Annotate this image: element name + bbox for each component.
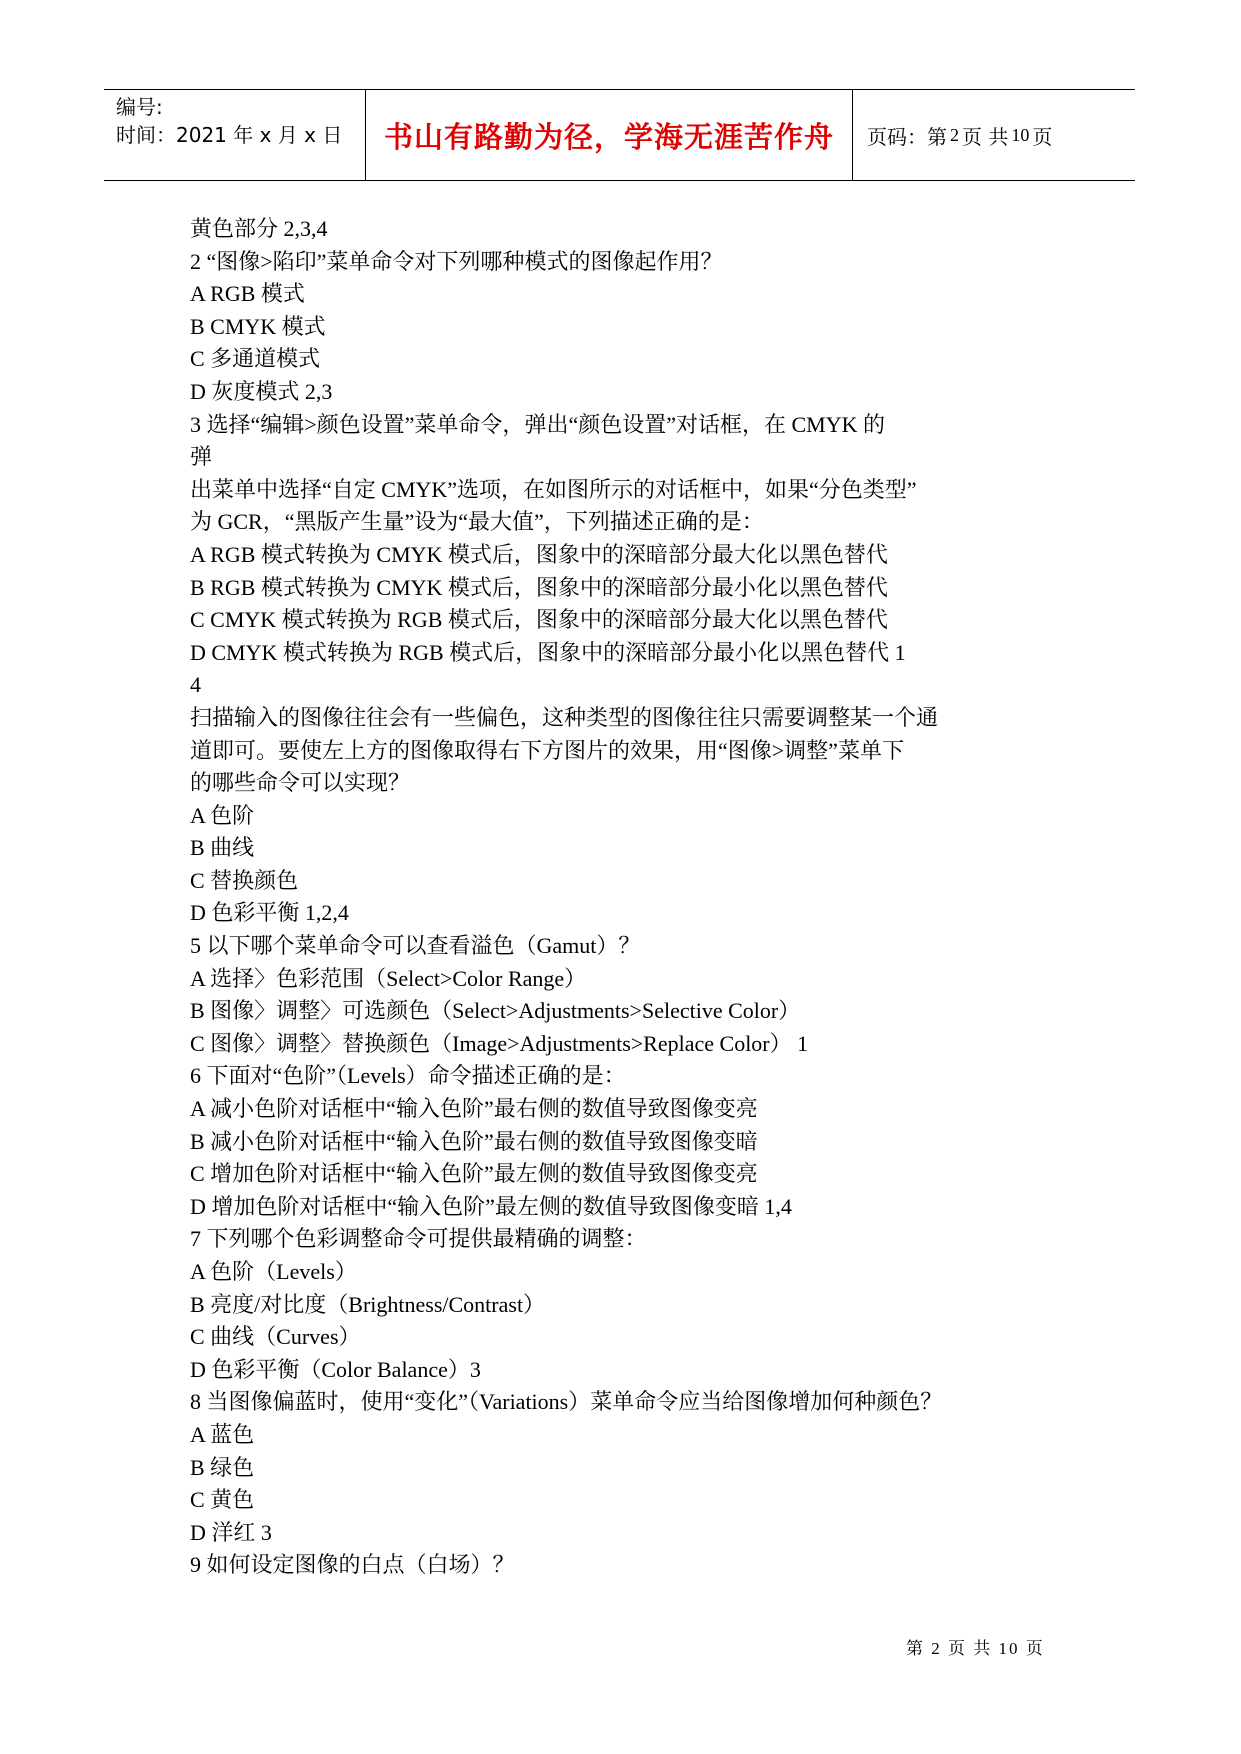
text-line: C CMYK 模式转换为 RGB 模式后，图象中的深暗部分最大化以黑色替代 [190, 607, 888, 633]
text-line: 5 以下哪个菜单命令可以查看溢色（Gamut）？ [190, 933, 641, 959]
text-line: A RGB 模式转换为 CMYK 模式后，图象中的深暗部分最大化以黑色替代 [190, 541, 888, 567]
text-line: C 图像〉调整〉替换颜色（Image>Adjustments>Replace Color） 1 [190, 1030, 809, 1056]
text-line: D 灰度模式 2,3 [190, 378, 333, 404]
text-line: B 减小色阶对话框中“输入色阶”最右侧的数值导致图像变暗 [190, 1128, 758, 1154]
page-number-mid: 页 共 [962, 124, 1009, 149]
text-line: B 图像〉调整〉可选颜色（Select>Adjustments>Selective Color） [190, 998, 801, 1024]
text-line: 的哪些命令可以实现？ [190, 770, 411, 796]
header-motto-cell [366, 90, 853, 180]
text-line: A 减小色阶对话框中“输入色阶”最右侧的数值导致图像变亮 [190, 1096, 758, 1122]
document-date: 时间：2021 年 x 月 x 日 [116, 123, 343, 147]
text-line: 道即可。要使左上方的图像取得右下方图片的效果，用“图像>调整”菜单下 [190, 737, 904, 763]
page-number-total: 10 [1011, 124, 1030, 145]
text-line: B 绿色 [190, 1454, 255, 1480]
document-body [190, 213, 1070, 1582]
page-number-prefix: 页码：第 [867, 124, 947, 149]
page-header [104, 89, 1135, 181]
text-line: 6 下面对“色阶”（Levels）命令描述正确的是： [190, 1063, 626, 1089]
text-line: A 选择〉色彩范围（Select>Color Range） [190, 965, 587, 991]
text-line: D CMYK 模式转换为 RGB 模式后，图象中的深暗部分最小化以黑色替代 1 [190, 639, 906, 665]
text-line: 出菜单中选择“自定 CMYK”选项，在如图所示的对话框中，如果“分色类型” [190, 476, 917, 502]
document-number-label: 编号: [116, 95, 163, 119]
text-line: B 曲线 [190, 835, 255, 861]
text-line: B 亮度/对比度（Brightness/Contrast） [190, 1291, 546, 1317]
text-line: C 黄色 [190, 1487, 255, 1513]
text-line: C 多通道模式 [190, 346, 321, 372]
text-line: 3 选择“编辑>颜色设置”菜单命令，弹出“颜色设置”对话框，在 CMYK 的 [190, 411, 885, 437]
text-line: 2 “图像>陷印”菜单命令对下列哪种模式的图像起作用？ [190, 248, 723, 274]
text-line: 8 当图像偏蓝时，使用“变化”（Variations）菜单命令应当给图像增加何种颜色？ [190, 1389, 943, 1415]
text-line: 9 如何设定图像的白点（白场）？ [190, 1552, 515, 1578]
text-line: A 色阶 [190, 802, 255, 828]
text-line: A 蓝色 [190, 1421, 255, 1447]
text-line: C 替换颜色 [190, 867, 299, 893]
text-line: C 曲线（Curves） [190, 1324, 361, 1350]
page-number-suffix: 页 [1032, 124, 1053, 149]
motto-text: 书山有路勤为径，学海无涯苦作舟 [383, 119, 834, 154]
text-line: A 色阶（Levels） [190, 1259, 357, 1284]
text-line: 黄色部分 2,3,4 [190, 216, 328, 241]
text-line: D 洋红 3 [190, 1519, 272, 1545]
text-line: 为 GCR，“黑版产生量”设为“最大值”，下列描述正确的是： [190, 509, 764, 535]
page-footer: 第 2 页 共 10 页 [906, 1639, 1045, 1658]
text-line: C 增加色阶对话框中“输入色阶”最左侧的数值导致图像变亮 [190, 1161, 758, 1187]
text-line: A RGB 模式 [190, 281, 305, 307]
text-line: B CMYK 模式 [190, 313, 326, 339]
text-line: D 色彩平衡（Color Balance）3 [190, 1356, 481, 1382]
text-line: 弹 [190, 444, 213, 470]
text-line: 扫描输入的图像往往会有一些偏色，这种类型的图像往往只需要调整某一个通 [190, 704, 939, 730]
header-page-cell [853, 90, 1135, 180]
text-line: D 增加色阶对话框中“输入色阶”最左侧的数值导致图像变暗 1,4 [190, 1193, 792, 1219]
page-number-current: 2 [950, 124, 959, 145]
text-line: D 色彩平衡 1,2,4 [190, 900, 349, 926]
text-line: B RGB 模式转换为 CMYK 模式后，图象中的深暗部分最小化以黑色替代 [190, 574, 888, 600]
header-info-cell [104, 90, 366, 180]
text-line: 7 下列哪个色彩调整命令可提供最精确的调整： [190, 1226, 647, 1252]
text-line: 4 [190, 672, 201, 698]
